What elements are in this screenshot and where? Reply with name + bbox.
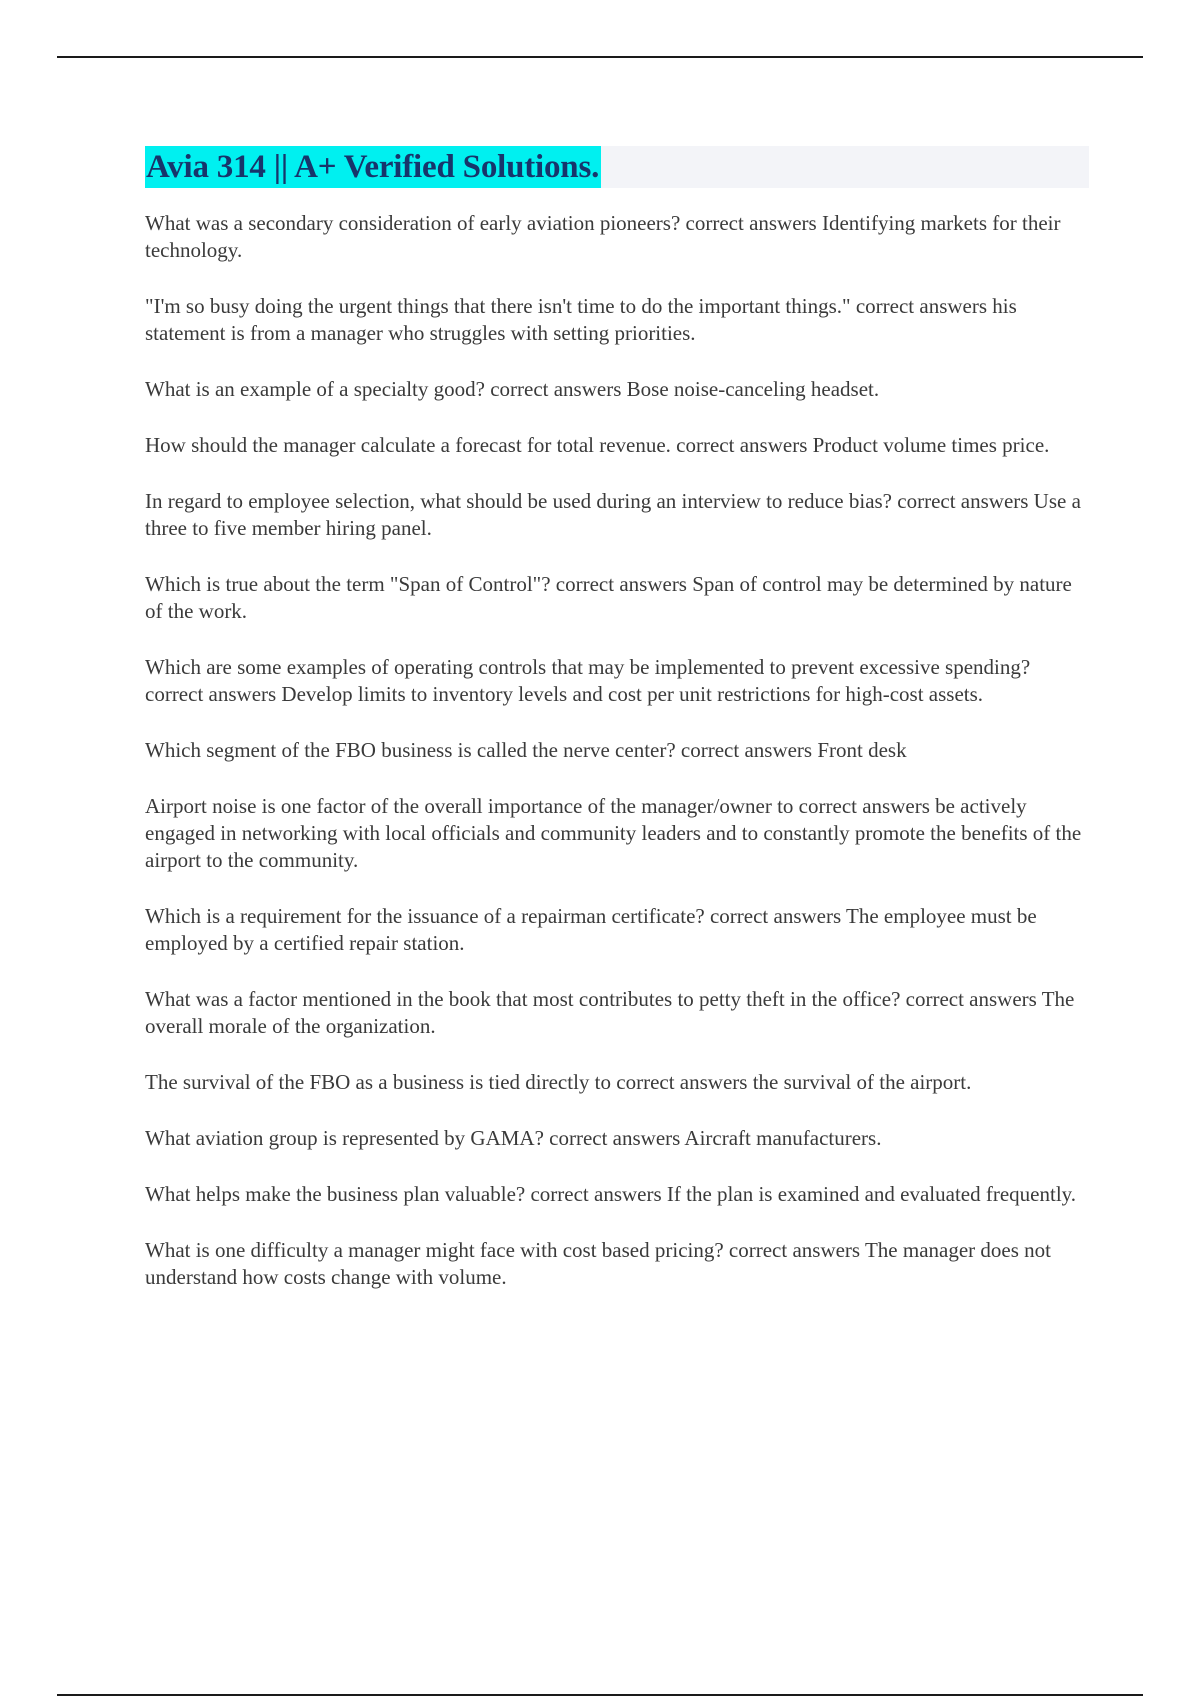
- qa-item: Which is a requirement for the issuance of a repairman certificate? correct answers The employee must be employed by a certified repair station.: [145, 904, 1037, 955]
- qa-item: What helps make the business plan valuable? correct answers If the plan is examined and evaluated frequently.: [145, 1182, 1077, 1206]
- qa-item: Which segment of the FBO business is called the nerve center? correct answers Front desk: [145, 738, 907, 762]
- header-rule: [57, 56, 1143, 58]
- document-title: Avia 314 || A+ Verified Solutions.: [145, 146, 601, 188]
- qa-item: Which are some examples of operating controls that may be implemented to prevent excessive spending? correct answers Develop limits to inventory levels and cost per unit restrictions for high-cost assets.: [145, 655, 1031, 706]
- qa-item: Airport noise is one factor of the overall importance of the manager/owner to correct answers be actively engaged in networking with local officials and community leaders and to constantly promote the benefits of the airport to the community.: [145, 794, 1082, 872]
- qa-item: What aviation group is represented by GAMA? correct answers Aircraft manufacturers.: [145, 1126, 882, 1150]
- qa-item: "I'm so busy doing the urgent things that there isn't time to do the important things." correct answers his statement is from a manager who struggles with setting priorities.: [145, 294, 1017, 345]
- qa-list: [145, 210, 1089, 1291]
- qa-item: What is one difficulty a manager might face with cost based pricing? correct answers The manager does not understand how costs change with volume.: [145, 1238, 1051, 1289]
- qa-item: What was a secondary consideration of early aviation pioneers? correct answers Identifying markets for their technology.: [145, 211, 1061, 262]
- qa-item: How should the manager calculate a forecast for total revenue. correct answers Product volume times price.: [145, 433, 1050, 457]
- qa-item: What is an example of a specialty good? correct answers Bose noise-canceling headset.: [145, 377, 880, 401]
- qa-item: In regard to employee selection, what should be used during an interview to reduce bias? correct answers Use a three to five member hiring panel.: [145, 489, 1081, 540]
- qa-item: What was a factor mentioned in the book that most contributes to petty theft in the office? correct answers The overall morale of the organization.: [145, 987, 1075, 1038]
- qa-item: Which is true about the term "Span of Control"? correct answers Span of control may be determined by nature of the work.: [145, 572, 1072, 623]
- footer-rule: [57, 1694, 1143, 1696]
- qa-item: The survival of the FBO as a business is tied directly to correct answers the survival of the airport.: [145, 1070, 972, 1094]
- document-body: [145, 146, 1089, 1320]
- title-band: [145, 146, 1089, 188]
